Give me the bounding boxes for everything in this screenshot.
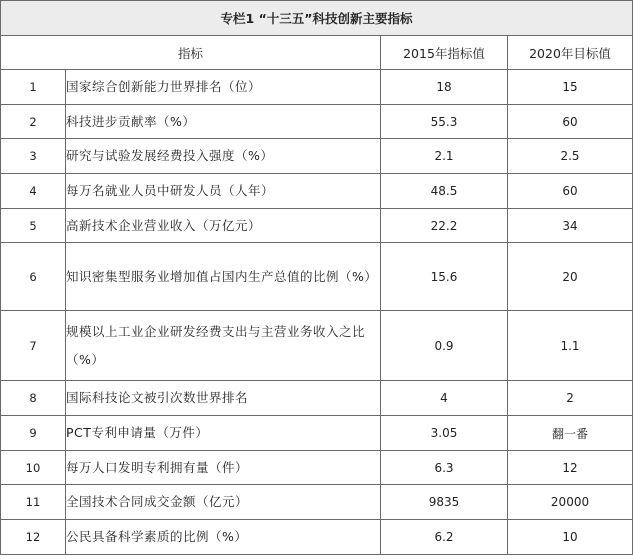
indicator-name: 知识密集型服务业增加值占国内生产总值的比例（%） (66, 243, 381, 311)
table-row (1, 139, 633, 174)
table-row (1, 416, 633, 451)
row-number: 5 (1, 209, 66, 243)
target-2020: 翻一番 (508, 416, 633, 451)
indicator-name: 国家综合创新能力世界排名（位） (66, 70, 381, 105)
table-row (1, 209, 633, 243)
table-row (1, 174, 633, 209)
value-2015: 2.1 (381, 139, 508, 174)
row-number: 9 (1, 416, 66, 451)
target-2020: 15 (508, 70, 633, 105)
value-2015: 48.5 (381, 174, 508, 209)
indicator-name: 每万人口发明专利拥有量（件） (66, 451, 381, 485)
target-2020: 10 (508, 520, 633, 555)
table-title: 专栏1 “十三五”科技创新主要指标 (1, 1, 633, 36)
table-row (1, 311, 633, 381)
row-number: 1 (1, 70, 66, 105)
indicator-name: 每万名就业人员中研发人员（人年） (66, 174, 381, 209)
row-number: 8 (1, 381, 66, 416)
column-header-2020-target: 2020年目标值 (508, 36, 633, 70)
value-2015: 0.9 (381, 311, 508, 381)
indicator-name: 全国技术合同成交金额（亿元） (66, 485, 381, 520)
row-number: 12 (1, 520, 66, 555)
table-row (1, 451, 633, 485)
value-2015: 6.3 (381, 451, 508, 485)
row-number: 4 (1, 174, 66, 209)
column-header-2015-value: 2015年指标值 (381, 36, 508, 70)
target-2020: 2 (508, 381, 633, 416)
indicator-name: 规模以上工业企业研发经费支出与主营业务收入之比（%） (66, 311, 381, 381)
target-2020: 2.5 (508, 139, 633, 174)
target-2020: 34 (508, 209, 633, 243)
value-2015: 22.2 (381, 209, 508, 243)
table-row (1, 485, 633, 520)
indicator-name: 国际科技论文被引次数世界排名 (66, 381, 381, 416)
value-2015: 6.2 (381, 520, 508, 555)
indicator-name: 高新技术企业营业收入（万亿元） (66, 209, 381, 243)
value-2015: 18 (381, 70, 508, 105)
target-2020: 60 (508, 174, 633, 209)
table-row (1, 520, 633, 555)
row-number: 11 (1, 485, 66, 520)
target-2020: 1.1 (508, 311, 633, 381)
row-number: 10 (1, 451, 66, 485)
table-row (1, 70, 633, 105)
row-number: 6 (1, 243, 66, 311)
column-header-indicator: 指标 (1, 36, 381, 70)
table-row (1, 105, 633, 139)
indicator-name: 研究与试验发展经费投入强度（%） (66, 139, 381, 174)
target-2020: 60 (508, 105, 633, 139)
value-2015: 55.3 (381, 105, 508, 139)
value-2015: 15.6 (381, 243, 508, 311)
value-2015: 4 (381, 381, 508, 416)
indicator-name: 科技进步贡献率（%） (66, 105, 381, 139)
table-row (1, 243, 633, 311)
indicator-name: PCT专利申请量（万件） (66, 416, 381, 451)
indicator-name: 公民具备科学素质的比例（%） (66, 520, 381, 555)
row-number: 7 (1, 311, 66, 381)
row-number: 3 (1, 139, 66, 174)
table-header-row (1, 36, 633, 70)
value-2015: 3.05 (381, 416, 508, 451)
row-number: 2 (1, 105, 66, 139)
table-title-row (1, 1, 633, 36)
target-2020: 20000 (508, 485, 633, 520)
target-2020: 12 (508, 451, 633, 485)
value-2015: 9835 (381, 485, 508, 520)
target-2020: 20 (508, 243, 633, 311)
table-row (1, 381, 633, 416)
